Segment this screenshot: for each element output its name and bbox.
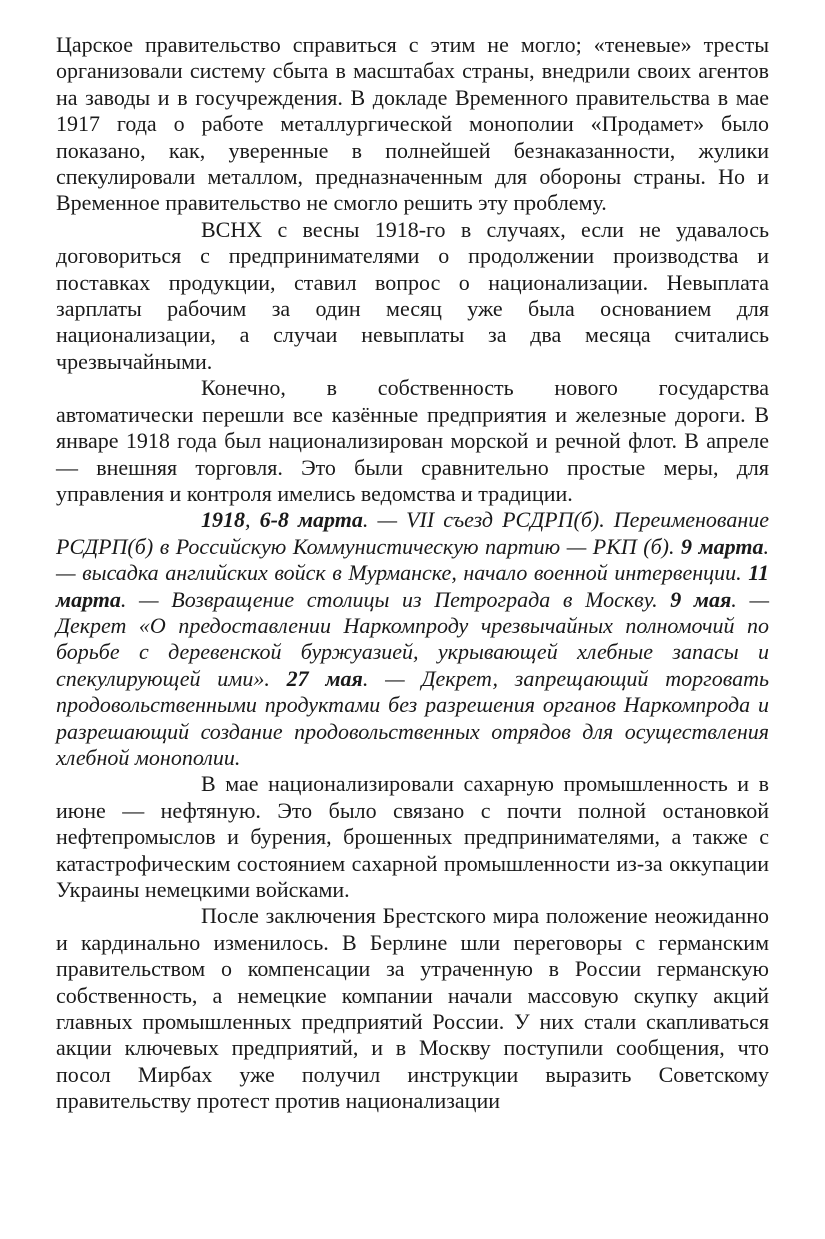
chronicle-text: . — Декрет «О предоставлении Наркомпроду чрезвычайных полномочий по борьбе с деревенской буржуазией, укрывающей хлебные запасы и спекулирующей ими». [56,586,770,691]
document-page [56,32,769,1115]
paragraph-state-enterprises: Конечно, в собственность нового государства автоматически перешли все казённые предприятия и железные дороги. В январе 1918 года был национализирован морской и речной флот. В апреле — внешняя торговля. Это были сравнительно простые меры, для управления и контроля имелись ведомства и традиции. [56,375,769,506]
paragraph-brest-peace: После заключения Брестского мира положение неожиданно и кардинально изменилось. В Берлине шли переговоры с германским правительством о компенсации за утраченную в России германскую собственность, а немецкие компании начали массовую скупку акций главных промышленных предприятий России. У них стали скапливаться акции ключевых предприятий, и в Москву поступили сообщения, что посол Мирбах уже получил инструкции выразить Советскому правительству протест против национализации [56,903,769,1114]
paragraph-vsnkh-nationalization: ВСНХ с весны 1918-го в случаях, если не удавалось договориться с предпринимателями о продолжении производства и поставках продукции, ставил вопрос о национализации. Невыплата зарплаты рабочим за один месяц уже была основанием для национализации, а случаи невыплаты за два месяца считались чрезвычайными. [56,216,769,374]
chronicle-date: 11 марта [56,560,769,612]
chronicle-1918 [56,507,769,771]
chronicle-text: . — VII съезд РСДРП(б). Переименование РСДРП(б) в Российскую Коммунистическую партию — РКП (б). [56,507,770,559]
chronicle-date: 27 мая [286,665,363,691]
chronicle-date: 1918 [201,507,245,533]
chronicle-text: . — Возвращение столицы из Петрограда в Москву. [120,586,671,612]
chronicle-date: 9 марта [681,533,764,559]
chronicle-date: 9 мая [670,586,732,612]
chronicle-text: , [245,507,260,533]
chronicle-text: . — Декрет, запрещающий торговать продовольственными продуктами без разрешения органов Наркомпрода и разрешающий создание продовольственных отрядов для осуществления хлебной монополии. [56,665,769,770]
paragraph-sugar-oil: В мае национализировали сахарную промышленность и в июне — нефтяную. Это было связано с почти полной остановкой нефтепромыслов и бурения, брошенных предпринимателями, а также с катастрофическим состоянием сахарной промышленности из-за оккупации Украины немецкими войсками. [56,771,769,902]
chronicle-date: 6-8 марта [259,507,363,533]
paragraph-tsarist-government: Царское правительство справиться с этим не могло; «теневые» тресты организовали систему сбыта в масштабах страны, внедрили своих агентов на заводы и в госучреждения. В докладе Временного правительства в мае 1917 года о работе металлургической монополии «Продамет» было показано, как, уверенные в полнейшей безнаказанности, жулики спекулировали металлом, предназначенным для обороны страны. Но и Временное правительство не смогло решить эту проблему. [56,32,769,216]
chronicle-text: . — высадка английских войск в Мурманске, начало военной интервенции. [56,533,769,586]
